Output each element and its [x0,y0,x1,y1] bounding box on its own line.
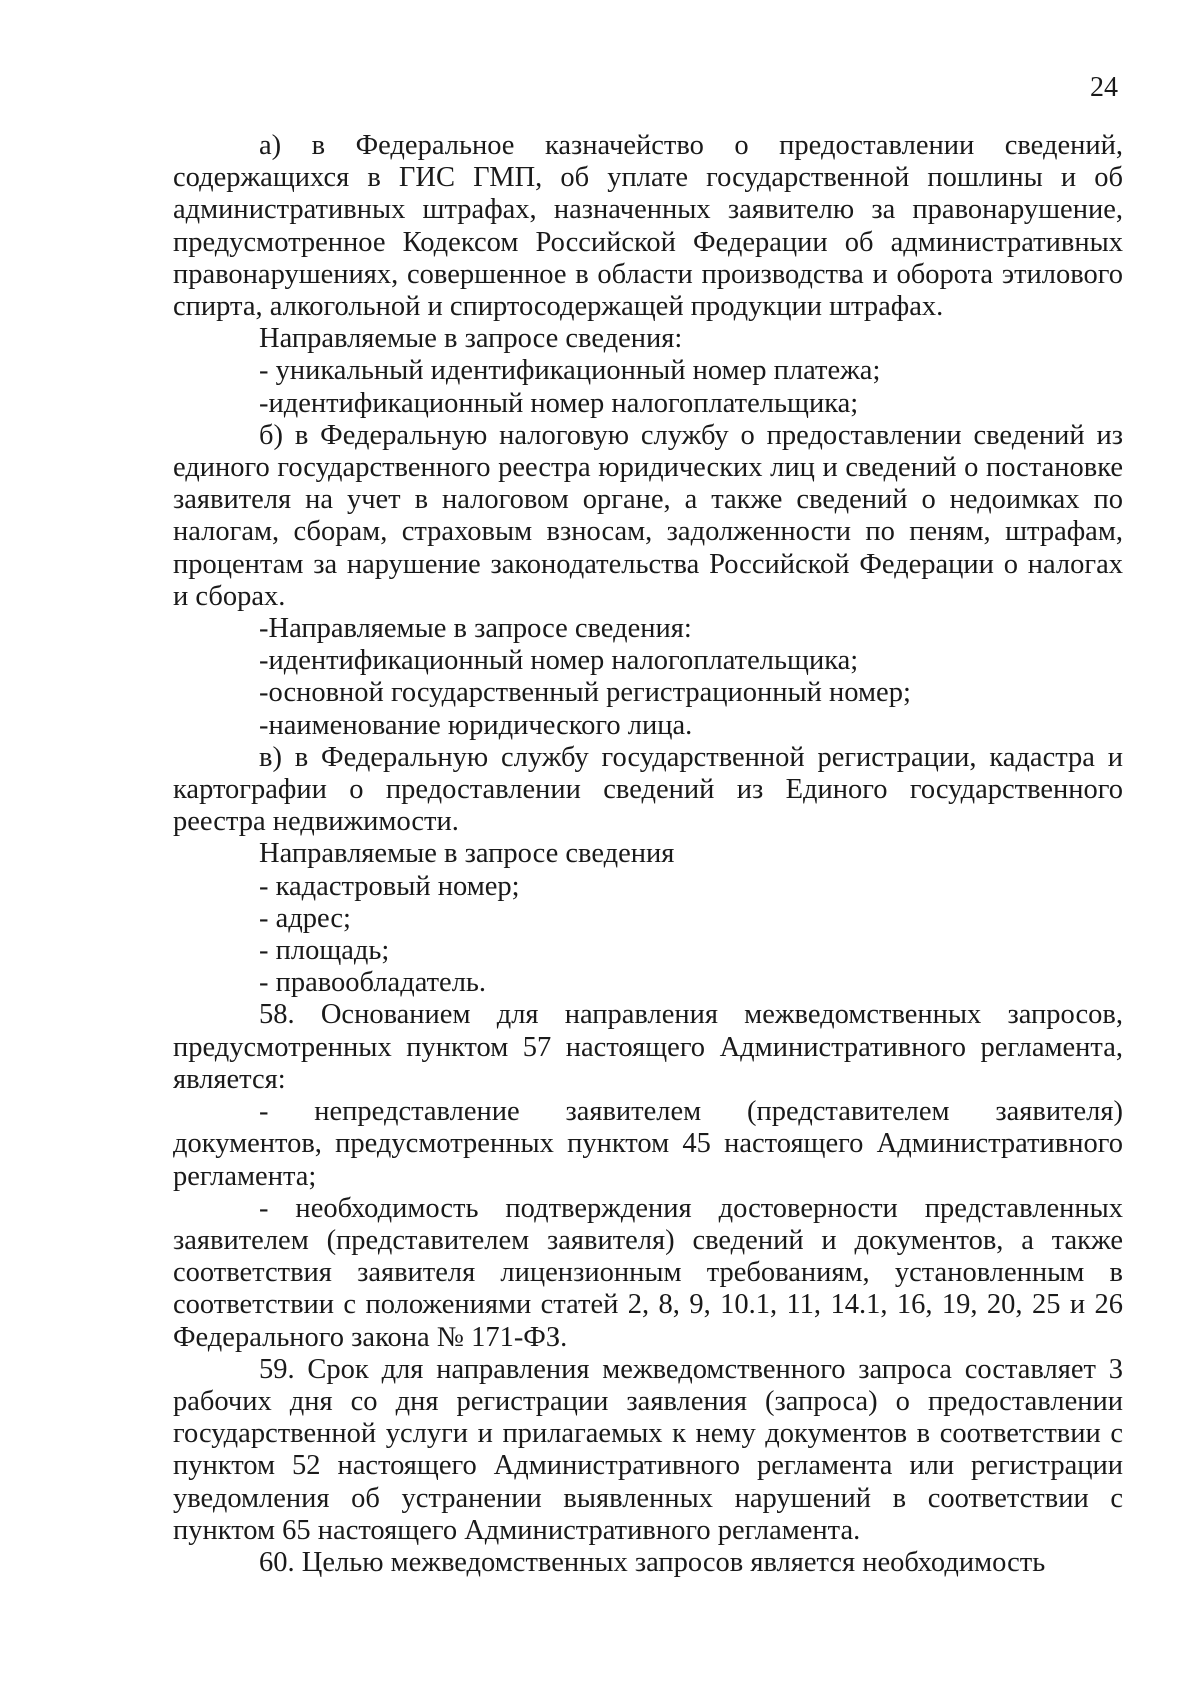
paragraph-request-data-heading: Направляемые в запросе сведения: [259,323,683,355]
paragraph-request-data-heading-2: -Направляемые в запросе сведения: [259,613,692,645]
paragraph-ogrn: -основной государственный регистрационный номер; [259,677,911,709]
paragraph-58-non-submission: - непредставление заявителем (представителем заявителя) документов, предусмотренных пунктом 45 настоящего Административного регламента; [173,1096,1123,1192]
paragraph-58-grounds: 58. Основанием для направления межведомственных запросов, предусмотренных пунктом 57 настоящего Административного регламента, является: [173,999,1123,1095]
paragraph-legal-entity-name: -наименование юридического лица. [259,709,693,741]
paragraph-b-tax-service: б) в Федеральную налоговую службу о предоставлении сведений из единого государственного реестра юридических лиц и сведений о постановке заявителя на учет в налоговом органе, а также сведений о недоимках по налогам, сборам, страховым взносам, задолженности по пеням, штрафам, процентам за нарушение законодательства Российской Федерации о налогах и сборах. [173,419,1123,612]
paragraph-request-data-heading-3: Направляемые в запросе сведения [259,838,675,870]
paragraph-a-treasury: а) в Федеральное казначейство о предоставлении сведений, содержащихся в ГИС ГМП, об уплате государственной пошлины и об административных штрафах, назначенных заявителю за правонарушение, предусмотренное Кодексом Российской Федерации об административных правонарушениях, совершенное в области производства и оборота этилового спирта, алкогольной и спиртосодержащей продукции штрафах. [173,130,1123,323]
paragraph-taxpayer-id-2: -идентификационный номер налогоплательщика; [259,645,859,677]
document-body [173,130,1123,1579]
paragraph-59-deadline: 59. Срок для направления межведомственного запроса составляет 3 рабочих дня со дня регистрации заявления (запроса) о предоставлении государственной услуги и прилагаемых к нему документов в соответствии с пунктом 52 настоящего Административного регламента или регистрации уведомления об устранении выявленных нарушений в соответствии с пунктом 65 настоящего Административного регламента. [173,1353,1123,1546]
paragraph-cadastral-number: - кадастровый номер; [259,870,520,902]
paragraph-60-purpose: 60. Целью межведомственных запросов является необходимость [259,1546,1046,1578]
paragraph-address: - адрес; [259,902,351,934]
paragraph-v-rosreestr: в) в Федеральную службу государственной регистрации, кадастра и картографии о предоставлении сведений из Единого государственного реестра недвижимости. [173,741,1123,838]
paragraph-58-verification: - необходимость подтверждения достоверности представленных заявителем (представителем заявителя) сведений и документов, а также соответствия заявителя лицензионным требованиям, установленным в соответствии с положениями статей 2, 8, 9, 10.1, 11, 14.1, 16, 19, 20, 25 и 26 Федерального закона № 171-ФЗ. [173,1192,1123,1353]
page-number: 24 [1090,72,1118,103]
paragraph-right-holder: - правообладатель. [259,967,487,999]
paragraph-payment-id: - уникальный идентификационный номер платежа; [259,355,881,387]
paragraph-taxpayer-id: -идентификационный номер налогоплательщика; [259,387,859,419]
paragraph-area: - площадь; [259,935,390,967]
